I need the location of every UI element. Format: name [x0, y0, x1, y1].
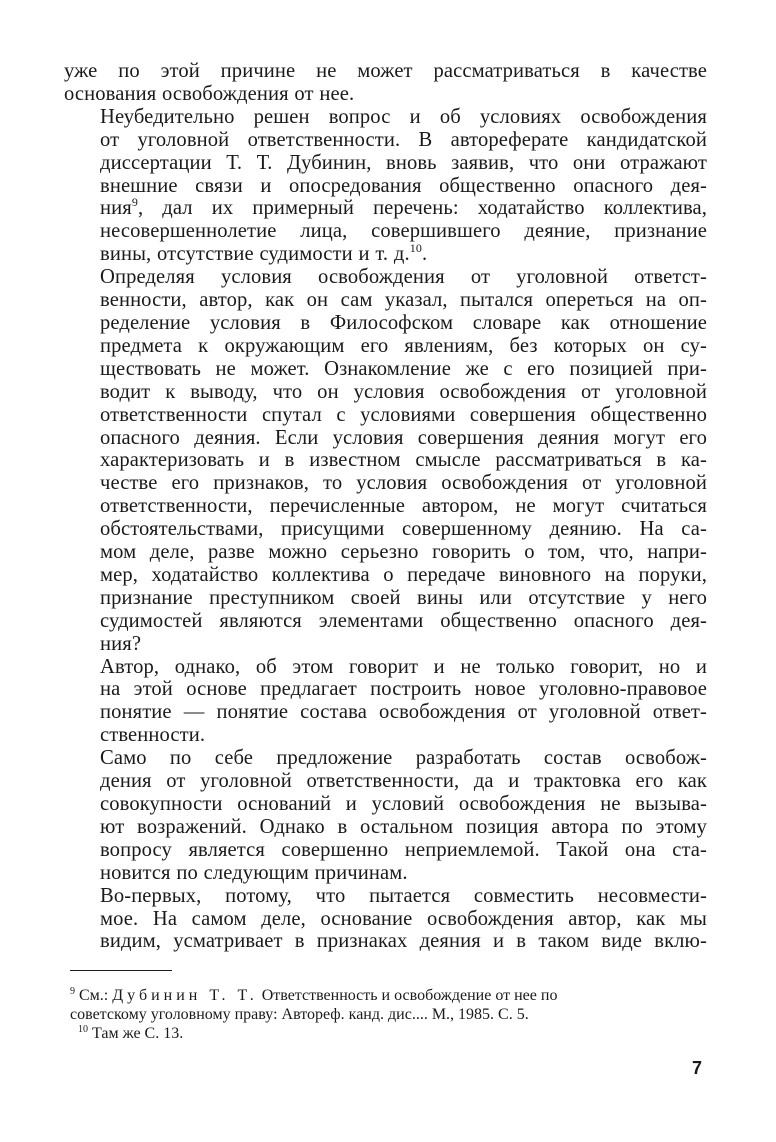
text-line: ределение условия в Философском словаре как отношение [100, 311, 707, 334]
text-line: несовершеннолетие лица, совершившего деяние, признание [100, 220, 707, 243]
text-line: водит к выводу, что он условия освобождения от уголовной [100, 380, 707, 403]
page-number: 7 [692, 1058, 703, 1078]
paragraph-1 [64, 60, 707, 106]
paragraph-6 [64, 885, 707, 954]
footnote-text: Там же С. 13. [92, 1025, 184, 1042]
footnote-ref-9[interactable]: 9 [131, 195, 138, 210]
footnote-prefix: См.: [79, 987, 109, 1004]
text-line: вопросу является совершенно неприемлемой. Такой она ста- [100, 838, 707, 861]
text-line: новится по следующим причинам. [100, 861, 408, 884]
text-line: венности, автор, как он сам указал, пытался опереться на оп- [100, 289, 707, 312]
text-line: ния$^9$, дал их примерный перечень: ходатайство коллектива, [100, 195, 707, 220]
text-line: ют возражений. Однако в остальном позиция автора по этому [100, 815, 707, 838]
footnote-number: 10 [78, 1024, 88, 1035]
text-line: ственности. [100, 724, 206, 747]
text-line: обстоятельствами, присущими совершенному деянию. На са- [100, 518, 707, 541]
text-line: ществовать не может. Ознакомление же с его позицией при- [100, 357, 707, 380]
text-line: опасного деяния. Если условия совершения деяния могут его [100, 426, 707, 449]
text-line: Во-первых, потому, что пытается совместить несовмести- [100, 884, 707, 907]
footnote-ref-10[interactable]: 10 [409, 241, 422, 256]
text-line: от уголовной ответственности. В автореферате кандидатской [100, 128, 707, 151]
paragraph-5 [64, 747, 707, 884]
text-line: Само по себе предложение разработать состав освобож- [100, 747, 707, 770]
footnote-9-continuation [70, 1005, 707, 1024]
text-line: дения от уголовной ответственности, да и трактовка его как [100, 770, 707, 793]
text-line: Определяя условия освобождения от уголовной ответст- [100, 266, 707, 289]
footnote-number: 9 [70, 986, 75, 997]
paragraph-2 [64, 106, 707, 266]
paragraph-3 [64, 266, 707, 655]
footnote-text: советскому уголовному праву: Автореф. канд. дис.... М., 1985. С. 5. [70, 1006, 529, 1023]
footnote-text: Ответственность и освобождение от нее по [261, 987, 558, 1004]
text-line: диссертации Т. Т. Дубинин, вновь заявив, что они отражают [100, 151, 707, 174]
text-line: на этой основе предлагает построить новое уголовно-правовое [100, 678, 707, 701]
paragraph-4 [64, 656, 707, 748]
text-line: основания освобождения от нее. [64, 82, 355, 105]
text-line: Автор, однако, об этом говорит и не только говорит, но и [100, 655, 707, 678]
text-line: мом деле, разве можно серьезно говорить о том, что, напри- [100, 541, 707, 564]
footnotes [70, 986, 707, 1043]
text-line: понятие — понятие состава освобождения от уголовной ответ- [100, 701, 707, 724]
footnote-10 [70, 1024, 707, 1043]
page-body [64, 60, 707, 953]
text-line: уже по этой причине не может рассматриваться в качестве [64, 60, 707, 82]
text-line: судимостей являются элементами общественно опасного дея- [100, 609, 707, 632]
text-line: Неубедительно решен вопрос и об условиях освобождения [100, 105, 707, 128]
text-line: мер, ходатайство коллектива о передаче виновного на поруки, [100, 563, 707, 586]
text-line: ответственности, перечисленные автором, не могут считаться [100, 495, 707, 518]
text-line: признание преступником своей вины или отсутствие у него [100, 586, 707, 609]
text-line: характеризовать и в известном смысле рассматриваться в ка- [100, 449, 707, 472]
text-line: мое. На самом деле, основание освобождения автор, как мы [100, 907, 707, 930]
footnote-author: Дубинин Т. Т. [112, 987, 258, 1004]
text-line: предмета к окружающим его явлениям, без которых он су- [100, 334, 707, 357]
text-line: вины, отсутствие судимости и т. д.$^{10}$. [100, 241, 428, 266]
text-line: внешние связи и опосредования общественно опасного дея- [100, 174, 707, 197]
text-line: ответственности спутал с условиями совершения общественно [100, 403, 707, 426]
text-line: ния? [100, 632, 142, 655]
text-line: честве его признаков, то условия освобождения от уголовной [100, 472, 707, 495]
footnote-9 [70, 986, 707, 1005]
text-line: совокупности оснований и условий освобождения не вызыва- [100, 793, 707, 815]
footnote-separator [70, 970, 172, 971]
text-line: видим, усматривает в признаках деяния и в таком виде вклю- [100, 930, 707, 953]
